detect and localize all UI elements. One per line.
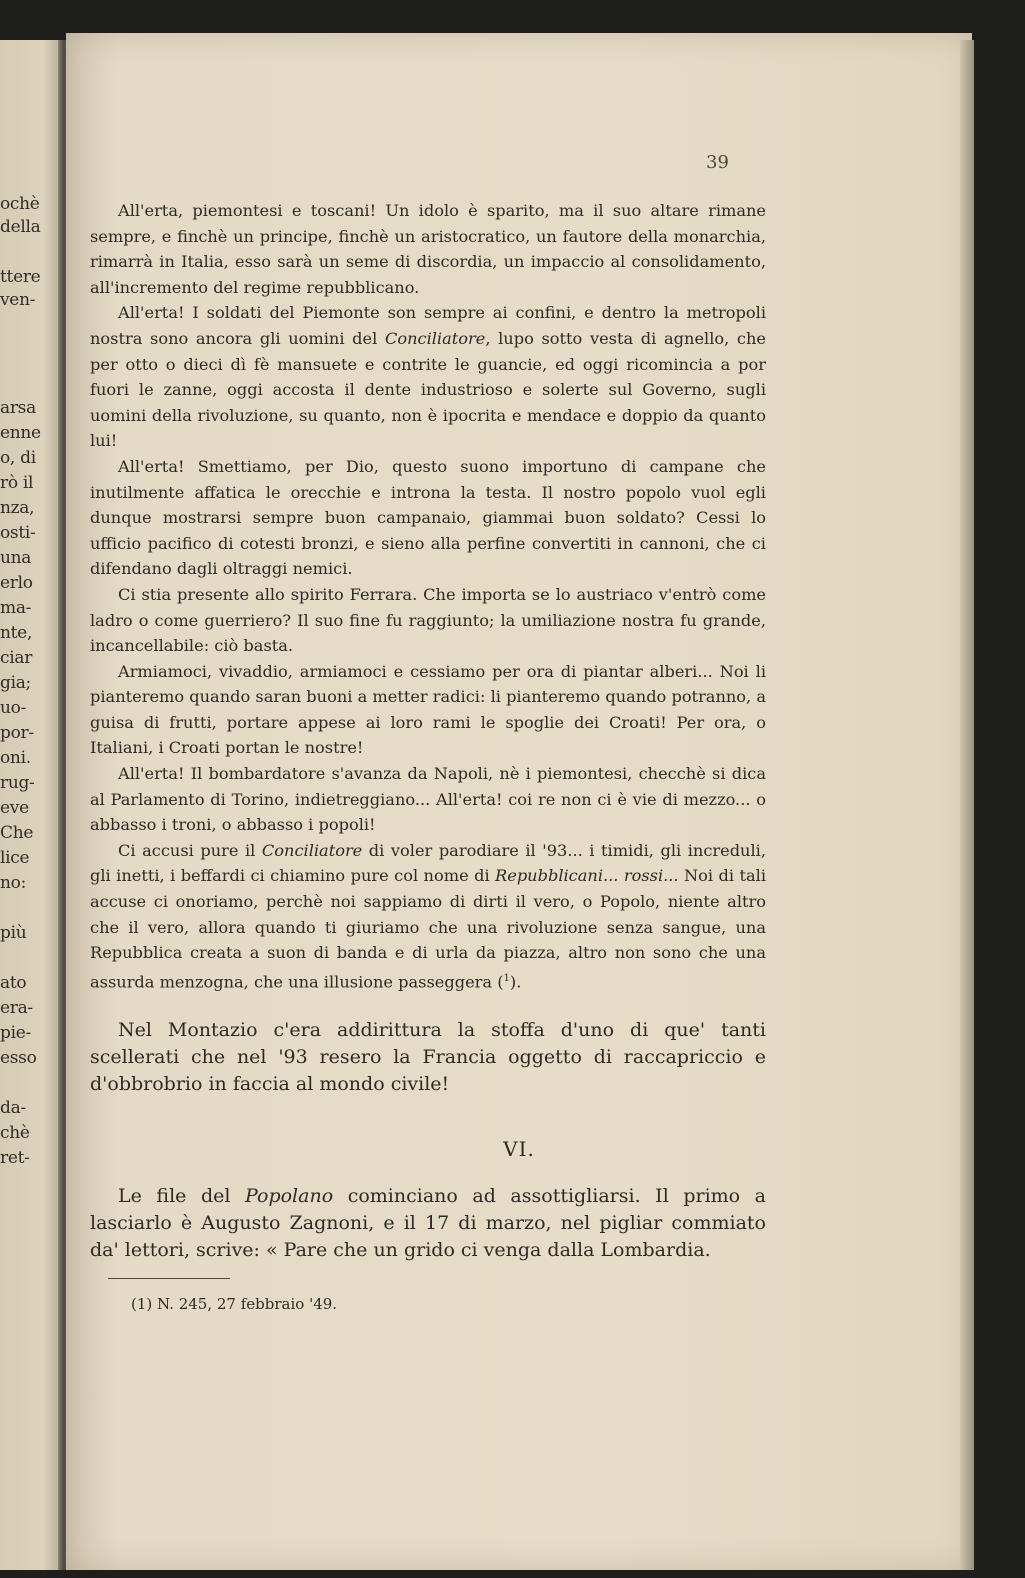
paragraph: All'erta! Smettiamo, per Dio, questo suono importuno di campane che inutilmente affatica le orecchie e introna la testa. Il nostro popolo vuol egli dunque mostrarsi sempre buon campanaio, giammai buon soldato? Cessi lo ufficio pacifico di cotesti bronzi, e sieno alla perfine convertiti in cannoni, che ci difendano dagli oltraggi nemici. bbox=[90, 456, 766, 579]
left-page-fragment: rò il bbox=[0, 473, 34, 493]
newspaper-title: Popolano bbox=[245, 1185, 334, 1207]
left-page-fragment: no: bbox=[0, 873, 27, 893]
left-page-fragment: esso bbox=[0, 1048, 37, 1068]
left-page-fragment: ret- bbox=[0, 1148, 30, 1168]
footnote-marker: 1 bbox=[503, 972, 510, 984]
left-page-fragment: uo- bbox=[0, 698, 27, 718]
left-page-fragment: ttere bbox=[0, 267, 41, 287]
left-page-fragment: gia; bbox=[0, 673, 31, 693]
page-edge bbox=[960, 40, 974, 1570]
left-page-fragment: nza, bbox=[0, 498, 35, 518]
newspaper-title: Conciliatore bbox=[384, 328, 486, 348]
emphasis: Repubblicani... rossi... bbox=[495, 866, 679, 886]
paragraph: Ci accusi pure il Conciliatore di voler parodiare il '93... i timidi, gli increduli, gli inetti, i beffardi ci chiamino pure col nome di Repubblicani... rossi... Noi di tali accuse ci onoriamo, perchè noi sappiamo di dirti il vero, o Popolo, niente altro che il vero, allora quando ti giuriamo che una rivoluzione senza sangue, una Repubblica creata a suon di banda e di urla da piazza, altro non sono che una assurda menzogna, che una illusione passeggera ($^1$). bbox=[90, 840, 766, 992]
left-page-fragment: più bbox=[0, 923, 27, 943]
page-number: 39 bbox=[706, 152, 729, 173]
quoted-text-block bbox=[90, 198, 766, 995]
left-page-fragment: ven- bbox=[0, 290, 36, 310]
left-page-fragment: della bbox=[0, 217, 41, 237]
paragraph: Ci stia presente allo spirito Ferrara. Che importa se lo austriaco v'entrò come ladro o come guerriero? Il suo fine fu raggiunto; la umiliazione nostra fu grande, incancellabile: ciò basta. bbox=[90, 584, 766, 656]
left-page-fragment: da- bbox=[0, 1098, 26, 1118]
left-page-fragment: oni. bbox=[0, 748, 31, 768]
paragraph: All'erta! I soldati del Piemonte son sempre ai confini, e dentro la metropoli nostra sono ancora gli uomini del Conciliatore, lupo sotto vesta di agnello, che per otto o dieci dì fè mansuete e contrite le guancie, ed oggi ricomincia a por fuori le zanne, oggi accosta il dente industrioso e solerte sul Governo, sugli uomini della rivoluzione, su quanto, non è ipocrita e mendace e doppio da quanto lui! bbox=[90, 303, 766, 451]
commentary-block bbox=[90, 1017, 766, 1098]
paragraph: Le file del Popolano cominciano ad assottigliarsi. Il primo a lasciarlo è Augusto Zagnoni, e il 17 di marzo, nel pigliar commiato da' lettori, scrive: « Pare che un grido ci venga dalla Lombardia. bbox=[90, 1185, 766, 1261]
left-page-fragment: o, di bbox=[0, 448, 36, 468]
commentary: Nel Montazio c'era addirittura la stoffa d'uno di que' tanti scellerati che nel '93 resero la Francia oggetto di raccapriccio e d'obbrobrio in faccia al mondo civile! bbox=[90, 1019, 766, 1095]
left-page-fragment: pie- bbox=[0, 1023, 31, 1043]
left-page-fragment: ciar bbox=[0, 648, 33, 668]
left-page-fragment: era- bbox=[0, 998, 33, 1018]
left-page-fragment: osti- bbox=[0, 523, 36, 543]
left-page-fragment: una bbox=[0, 548, 32, 568]
left-page-fragment: nte, bbox=[0, 623, 33, 643]
final-paragraph-block bbox=[90, 1183, 766, 1264]
left-page-fragment: lice bbox=[0, 848, 30, 868]
left-page-fragment: arsa bbox=[0, 398, 36, 418]
left-page-fragment: por- bbox=[0, 723, 34, 743]
paragraph: All'erta! Il bombardatore s'avanza da Napoli, nè i piemontesi, checchè si dica al Parlamento di Torino, indietreggiano... All'erta! coi re non ci è vie di mezzo... o abbasso i troni, o abbasso i popoli! bbox=[90, 764, 766, 835]
newspaper-title: Conciliatore bbox=[261, 840, 363, 860]
left-page-edge bbox=[0, 40, 62, 1570]
left-page-fragment: eve bbox=[0, 798, 29, 818]
left-page-fragment: ato bbox=[0, 973, 27, 993]
left-page-fragment: enne bbox=[0, 423, 41, 443]
section-heading: VI. bbox=[503, 1137, 535, 1161]
paragraph: All'erta, piemontesi e toscani! Un idolo è sparito, ma il suo altare rimane sempre, e finchè un principe, finchè un aristocratico, un fautore della monarchia, rimarrà in Italia, esso sarà un seme di discordia, un impaccio al consolidamento, all'incremento del regime repubblicano. bbox=[90, 201, 766, 297]
footnote: (1) N. 245, 27 febbraio '49. bbox=[131, 1295, 338, 1313]
left-page-fragment: chè bbox=[0, 1123, 30, 1143]
left-page-fragment: Che bbox=[0, 823, 34, 843]
left-page-fragment: erlo bbox=[0, 573, 33, 593]
left-page-fragment: ma- bbox=[0, 598, 32, 618]
footnote-rule bbox=[108, 1278, 230, 1279]
paragraph: Armiamoci, vivaddio, armiamoci e cessiamo per ora di piantar alberi... Noi li pianteremo quando saran buoni a metter radici: li pianteremo quando potranno, a guisa di frutti, portare appese ai loro rami le spoglie dei Croati! Per ora, o Italiani, i Croati portan le nostre! bbox=[90, 661, 766, 758]
left-page-fragment: rug- bbox=[0, 773, 35, 793]
left-page-fragment: ochè bbox=[0, 194, 40, 214]
